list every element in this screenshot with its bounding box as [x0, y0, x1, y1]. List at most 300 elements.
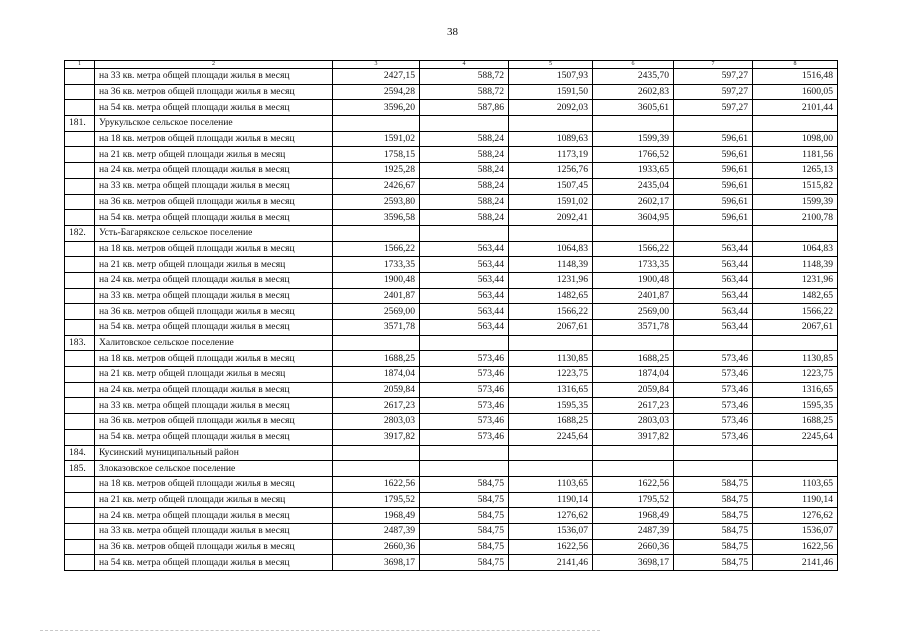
- table-row: [65, 147, 838, 163]
- value-cell: [509, 445, 593, 461]
- value-cell: 573,46: [674, 382, 753, 398]
- row-number-cell: [65, 241, 95, 257]
- row-label-cell: на 33 кв. метра общей площади жилья в месяц: [95, 288, 333, 304]
- value-cell: [753, 335, 838, 351]
- value-cell: 1599,39: [753, 194, 838, 210]
- row-number-cell: [65, 178, 95, 194]
- table-row: [65, 100, 838, 116]
- value-cell: 1595,35: [509, 398, 593, 414]
- table-row: [65, 539, 838, 555]
- table-row: [65, 131, 838, 147]
- value-cell: 588,24: [420, 163, 509, 179]
- table-row: [65, 414, 838, 430]
- value-cell: 1089,63: [509, 131, 593, 147]
- value-cell: 3917,82: [333, 429, 420, 445]
- section-row: [65, 335, 838, 351]
- value-cell: 3596,20: [333, 100, 420, 116]
- table-row: [65, 178, 838, 194]
- table-row: [65, 429, 838, 445]
- row-label-cell: на 36 кв. метров общей площади жилья в месяц: [95, 194, 333, 210]
- value-cell: 573,46: [420, 382, 509, 398]
- value-cell: [753, 225, 838, 241]
- value-cell: 1968,49: [593, 508, 674, 524]
- row-number-cell: [65, 147, 95, 163]
- row-number-cell: [65, 382, 95, 398]
- table-row: [65, 272, 838, 288]
- table-row: [65, 476, 838, 492]
- value-cell: 2602,83: [593, 84, 674, 100]
- table-row: [65, 367, 838, 383]
- row-number-cell: [65, 84, 95, 100]
- row-label-cell: на 36 кв. метров общей площади жилья в месяц: [95, 414, 333, 430]
- value-cell: 1516,48: [753, 69, 838, 85]
- table-row: [65, 555, 838, 571]
- value-cell: 2141,46: [753, 555, 838, 571]
- value-cell: 1507,45: [509, 178, 593, 194]
- row-label-cell: на 21 кв. метр общей площади жилья в месяц: [95, 367, 333, 383]
- row-label-cell: на 18 кв. метров общей площади жилья в месяц: [95, 131, 333, 147]
- value-cell: 573,46: [674, 429, 753, 445]
- value-cell: [593, 445, 674, 461]
- table-row: [65, 492, 838, 508]
- value-cell: 2602,17: [593, 194, 674, 210]
- value-cell: 573,46: [420, 414, 509, 430]
- row-label-cell: на 18 кв. метров общей площади жилья в месяц: [95, 241, 333, 257]
- value-cell: 584,75: [674, 523, 753, 539]
- value-cell: 597,27: [674, 100, 753, 116]
- page-number: 38: [447, 26, 458, 38]
- tariff-table: [64, 60, 838, 571]
- value-cell: 596,61: [674, 163, 753, 179]
- value-cell: 1566,22: [753, 304, 838, 320]
- table-row: [65, 523, 838, 539]
- header-cell: 6: [593, 61, 674, 69]
- value-cell: 563,44: [420, 288, 509, 304]
- value-cell: 2401,87: [593, 288, 674, 304]
- row-label-cell: на 36 кв. метров общей площади жилья в месяц: [95, 304, 333, 320]
- section-title-cell: Урукульское сельское поселение: [95, 116, 333, 132]
- section-title-cell: Кусинский муниципальный район: [95, 445, 333, 461]
- row-label-cell: на 54 кв. метра общей площади жилья в месяц: [95, 100, 333, 116]
- value-cell: 596,61: [674, 131, 753, 147]
- value-cell: 563,44: [420, 304, 509, 320]
- value-cell: 2617,23: [333, 398, 420, 414]
- value-cell: 596,61: [674, 178, 753, 194]
- value-cell: 1130,85: [509, 351, 593, 367]
- value-cell: 1925,28: [333, 163, 420, 179]
- table-row: [65, 382, 838, 398]
- value-cell: 573,46: [674, 414, 753, 430]
- row-number-cell: [65, 304, 95, 320]
- scan-artifact-line: [40, 630, 600, 631]
- value-cell: 584,75: [674, 555, 753, 571]
- value-cell: 2401,87: [333, 288, 420, 304]
- header-cell: 7: [674, 61, 753, 69]
- row-number-cell: 181.: [65, 116, 95, 132]
- value-cell: 563,44: [674, 272, 753, 288]
- row-number-cell: [65, 555, 95, 571]
- header-cell: 1: [65, 61, 95, 69]
- value-cell: [674, 461, 753, 477]
- value-cell: 2593,80: [333, 194, 420, 210]
- value-cell: [674, 445, 753, 461]
- value-cell: 588,24: [420, 194, 509, 210]
- value-cell: 1622,56: [333, 476, 420, 492]
- value-cell: 1064,83: [753, 241, 838, 257]
- value-cell: 1622,56: [593, 476, 674, 492]
- row-label-cell: на 33 кв. метра общей площади жилья в месяц: [95, 398, 333, 414]
- row-number-cell: [65, 69, 95, 85]
- value-cell: 2594,28: [333, 84, 420, 100]
- value-cell: 3596,58: [333, 210, 420, 226]
- value-cell: 1130,85: [753, 351, 838, 367]
- value-cell: [420, 445, 509, 461]
- row-number-cell: [65, 367, 95, 383]
- header-cell: 5: [509, 61, 593, 69]
- value-cell: 1316,65: [753, 382, 838, 398]
- row-number-cell: [65, 429, 95, 445]
- value-cell: 563,44: [674, 241, 753, 257]
- value-cell: 1900,48: [593, 272, 674, 288]
- header-cell: 2: [95, 61, 333, 69]
- value-cell: [333, 461, 420, 477]
- value-cell: 1622,56: [509, 539, 593, 555]
- section-row: [65, 461, 838, 477]
- value-cell: 1566,22: [509, 304, 593, 320]
- table-row: [65, 320, 838, 336]
- value-cell: 2617,23: [593, 398, 674, 414]
- value-cell: 1688,25: [509, 414, 593, 430]
- section-title-cell: Халитовское сельское поселение: [95, 335, 333, 351]
- table-body: [65, 61, 838, 571]
- value-cell: 1190,14: [753, 492, 838, 508]
- table-row: [65, 508, 838, 524]
- row-label-cell: на 33 кв. метра общей площади жилья в месяц: [95, 523, 333, 539]
- value-cell: 1098,00: [753, 131, 838, 147]
- table-row: [65, 69, 838, 85]
- value-cell: 563,44: [420, 320, 509, 336]
- value-cell: 2141,46: [509, 555, 593, 571]
- value-cell: 588,72: [420, 69, 509, 85]
- value-cell: 597,27: [674, 69, 753, 85]
- value-cell: [674, 335, 753, 351]
- value-cell: 2245,64: [753, 429, 838, 445]
- value-cell: 1566,22: [593, 241, 674, 257]
- value-cell: 1507,93: [509, 69, 593, 85]
- value-cell: 2435,70: [593, 69, 674, 85]
- value-cell: 563,44: [420, 241, 509, 257]
- value-cell: 596,61: [674, 194, 753, 210]
- value-cell: 588,24: [420, 178, 509, 194]
- value-cell: 1231,96: [509, 272, 593, 288]
- value-cell: 584,75: [420, 555, 509, 571]
- value-cell: 584,75: [674, 539, 753, 555]
- value-cell: 1733,35: [593, 257, 674, 273]
- value-cell: 573,46: [420, 367, 509, 383]
- row-number-cell: [65, 100, 95, 116]
- value-cell: 563,44: [420, 257, 509, 273]
- value-cell: 1256,76: [509, 163, 593, 179]
- row-number-cell: 184.: [65, 445, 95, 461]
- table-row: [65, 398, 838, 414]
- value-cell: 588,24: [420, 147, 509, 163]
- value-cell: 573,46: [674, 351, 753, 367]
- row-number-cell: [65, 398, 95, 414]
- value-cell: 1900,48: [333, 272, 420, 288]
- value-cell: 584,75: [674, 476, 753, 492]
- value-cell: 2059,84: [333, 382, 420, 398]
- row-number-cell: [65, 351, 95, 367]
- value-cell: 1733,35: [333, 257, 420, 273]
- value-cell: 1223,75: [509, 367, 593, 383]
- row-number-cell: 183.: [65, 335, 95, 351]
- value-cell: 3604,95: [593, 210, 674, 226]
- row-number-cell: [65, 288, 95, 304]
- section-title-cell: Усть-Багарякское сельское поселение: [95, 225, 333, 241]
- value-cell: 1223,75: [753, 367, 838, 383]
- value-cell: [420, 461, 509, 477]
- value-cell: 584,75: [674, 508, 753, 524]
- row-number-cell: [65, 539, 95, 555]
- value-cell: [593, 461, 674, 477]
- value-cell: 563,44: [674, 320, 753, 336]
- value-cell: 1688,25: [753, 414, 838, 430]
- value-cell: 584,75: [420, 523, 509, 539]
- value-cell: 3698,17: [593, 555, 674, 571]
- value-cell: 1482,65: [509, 288, 593, 304]
- row-label-cell: на 54 кв. метра общей площади жилья в месяц: [95, 429, 333, 445]
- value-cell: 1190,14: [509, 492, 593, 508]
- row-label-cell: на 33 кв. метра общей площади жилья в месяц: [95, 69, 333, 85]
- value-cell: 1482,65: [753, 288, 838, 304]
- value-cell: [753, 116, 838, 132]
- table-row: [65, 257, 838, 273]
- row-label-cell: на 21 кв. метр общей площади жилья в месяц: [95, 147, 333, 163]
- value-cell: 1766,52: [593, 147, 674, 163]
- value-cell: 1148,39: [509, 257, 593, 273]
- value-cell: 3605,61: [593, 100, 674, 116]
- value-cell: [753, 461, 838, 477]
- row-number-cell: [65, 194, 95, 210]
- row-label-cell: на 21 кв. метр общей площади жилья в месяц: [95, 492, 333, 508]
- row-label-cell: на 18 кв. метров общей площади жилья в месяц: [95, 351, 333, 367]
- row-number-cell: [65, 508, 95, 524]
- row-label-cell: на 54 кв. метра общей площади жилья в месяц: [95, 320, 333, 336]
- value-cell: 2426,67: [333, 178, 420, 194]
- value-cell: 1874,04: [333, 367, 420, 383]
- header-row: [65, 61, 838, 69]
- value-cell: 2067,61: [509, 320, 593, 336]
- value-cell: 2569,00: [593, 304, 674, 320]
- value-cell: 2067,61: [753, 320, 838, 336]
- value-cell: [509, 461, 593, 477]
- value-cell: [420, 116, 509, 132]
- section-row: [65, 116, 838, 132]
- row-label-cell: на 33 кв. метра общей площади жилья в месяц: [95, 178, 333, 194]
- table-row: [65, 304, 838, 320]
- value-cell: 3571,78: [333, 320, 420, 336]
- value-cell: 1173,19: [509, 147, 593, 163]
- row-label-cell: на 54 кв. метра общей площади жилья в месяц: [95, 210, 333, 226]
- value-cell: 1599,39: [593, 131, 674, 147]
- value-cell: 1515,82: [753, 178, 838, 194]
- value-cell: 596,61: [674, 147, 753, 163]
- table-row: [65, 288, 838, 304]
- row-number-cell: [65, 492, 95, 508]
- value-cell: 1316,65: [509, 382, 593, 398]
- value-cell: 573,46: [420, 398, 509, 414]
- value-cell: [333, 116, 420, 132]
- value-cell: 1181,56: [753, 147, 838, 163]
- value-cell: [509, 116, 593, 132]
- value-cell: 1795,52: [593, 492, 674, 508]
- section-title-cell: Злоказовское сельское поселение: [95, 461, 333, 477]
- value-cell: 588,24: [420, 210, 509, 226]
- value-cell: 2487,39: [593, 523, 674, 539]
- value-cell: 1874,04: [593, 367, 674, 383]
- value-cell: 597,27: [674, 84, 753, 100]
- row-label-cell: на 24 кв. метра общей площади жилья в месяц: [95, 163, 333, 179]
- row-label-cell: на 21 кв. метр общей площади жилья в месяц: [95, 257, 333, 273]
- value-cell: 2100,78: [753, 210, 838, 226]
- value-cell: 1688,25: [333, 351, 420, 367]
- value-cell: [333, 225, 420, 241]
- value-cell: 584,75: [420, 508, 509, 524]
- value-cell: 596,61: [674, 210, 753, 226]
- value-cell: 1103,65: [753, 476, 838, 492]
- row-label-cell: на 54 кв. метра общей площади жилья в месяц: [95, 555, 333, 571]
- value-cell: 573,46: [420, 429, 509, 445]
- value-cell: 2487,39: [333, 523, 420, 539]
- value-cell: [674, 225, 753, 241]
- value-cell: 2660,36: [333, 539, 420, 555]
- row-label-cell: на 24 кв. метра общей площади жилья в месяц: [95, 508, 333, 524]
- value-cell: 1688,25: [593, 351, 674, 367]
- value-cell: 1064,83: [509, 241, 593, 257]
- value-cell: 3698,17: [333, 555, 420, 571]
- table-row: [65, 351, 838, 367]
- value-cell: 584,75: [674, 492, 753, 508]
- row-number-cell: [65, 523, 95, 539]
- value-cell: 1536,07: [753, 523, 838, 539]
- value-cell: [593, 116, 674, 132]
- value-cell: 1968,49: [333, 508, 420, 524]
- value-cell: 1758,15: [333, 147, 420, 163]
- value-cell: 1795,52: [333, 492, 420, 508]
- row-label-cell: на 24 кв. метра общей площади жилья в месяц: [95, 382, 333, 398]
- value-cell: 1591,02: [333, 131, 420, 147]
- table-row: [65, 84, 838, 100]
- header-cell: 8: [753, 61, 838, 69]
- header-cell: 3: [333, 61, 420, 69]
- header-cell: 4: [420, 61, 509, 69]
- row-number-cell: [65, 257, 95, 273]
- row-label-cell: на 36 кв. метров общей площади жилья в месяц: [95, 84, 333, 100]
- value-cell: 2427,15: [333, 69, 420, 85]
- row-label-cell: на 36 кв. метров общей площади жилья в месяц: [95, 539, 333, 555]
- value-cell: 2101,44: [753, 100, 838, 116]
- table-row: [65, 241, 838, 257]
- value-cell: 584,75: [420, 476, 509, 492]
- row-number-cell: [65, 414, 95, 430]
- row-number-cell: [65, 163, 95, 179]
- row-number-cell: [65, 272, 95, 288]
- value-cell: 1103,65: [509, 476, 593, 492]
- value-cell: 2059,84: [593, 382, 674, 398]
- value-cell: [753, 445, 838, 461]
- value-cell: 1566,22: [333, 241, 420, 257]
- value-cell: 573,46: [674, 367, 753, 383]
- table-row: [65, 163, 838, 179]
- value-cell: [593, 335, 674, 351]
- value-cell: 1595,35: [753, 398, 838, 414]
- row-number-cell: [65, 320, 95, 336]
- row-number-cell: [65, 131, 95, 147]
- value-cell: 573,46: [674, 398, 753, 414]
- value-cell: 3571,78: [593, 320, 674, 336]
- row-number-cell: [65, 210, 95, 226]
- row-label-cell: на 24 кв. метра общей площади жилья в месяц: [95, 272, 333, 288]
- value-cell: 2092,03: [509, 100, 593, 116]
- value-cell: 1231,96: [753, 272, 838, 288]
- value-cell: 1591,50: [509, 84, 593, 100]
- value-cell: [674, 116, 753, 132]
- value-cell: 584,75: [420, 492, 509, 508]
- value-cell: 1276,62: [509, 508, 593, 524]
- value-cell: [593, 225, 674, 241]
- value-cell: 3917,82: [593, 429, 674, 445]
- value-cell: [509, 335, 593, 351]
- value-cell: [509, 225, 593, 241]
- value-cell: 588,24: [420, 131, 509, 147]
- value-cell: 563,44: [674, 304, 753, 320]
- value-cell: [420, 225, 509, 241]
- value-cell: 1265,13: [753, 163, 838, 179]
- value-cell: 1148,39: [753, 257, 838, 273]
- value-cell: 2435,04: [593, 178, 674, 194]
- value-cell: 2660,36: [593, 539, 674, 555]
- value-cell: [333, 335, 420, 351]
- value-cell: 1933,65: [593, 163, 674, 179]
- value-cell: 1600,05: [753, 84, 838, 100]
- table-row: [65, 194, 838, 210]
- value-cell: 563,44: [674, 288, 753, 304]
- value-cell: 2569,00: [333, 304, 420, 320]
- table-row: [65, 210, 838, 226]
- value-cell: 1591,02: [509, 194, 593, 210]
- row-number-cell: [65, 476, 95, 492]
- value-cell: 584,75: [420, 539, 509, 555]
- value-cell: 1536,07: [509, 523, 593, 539]
- value-cell: 2092,41: [509, 210, 593, 226]
- value-cell: 2245,64: [509, 429, 593, 445]
- section-row: [65, 225, 838, 241]
- row-label-cell: на 18 кв. метров общей площади жилья в месяц: [95, 476, 333, 492]
- value-cell: 2803,03: [593, 414, 674, 430]
- value-cell: 2803,03: [333, 414, 420, 430]
- value-cell: 1276,62: [753, 508, 838, 524]
- section-row: [65, 445, 838, 461]
- value-cell: 563,44: [674, 257, 753, 273]
- value-cell: [333, 445, 420, 461]
- value-cell: 587,86: [420, 100, 509, 116]
- value-cell: [420, 335, 509, 351]
- value-cell: 588,72: [420, 84, 509, 100]
- row-number-cell: 185.: [65, 461, 95, 477]
- row-number-cell: 182.: [65, 225, 95, 241]
- value-cell: 573,46: [420, 351, 509, 367]
- value-cell: 1622,56: [753, 539, 838, 555]
